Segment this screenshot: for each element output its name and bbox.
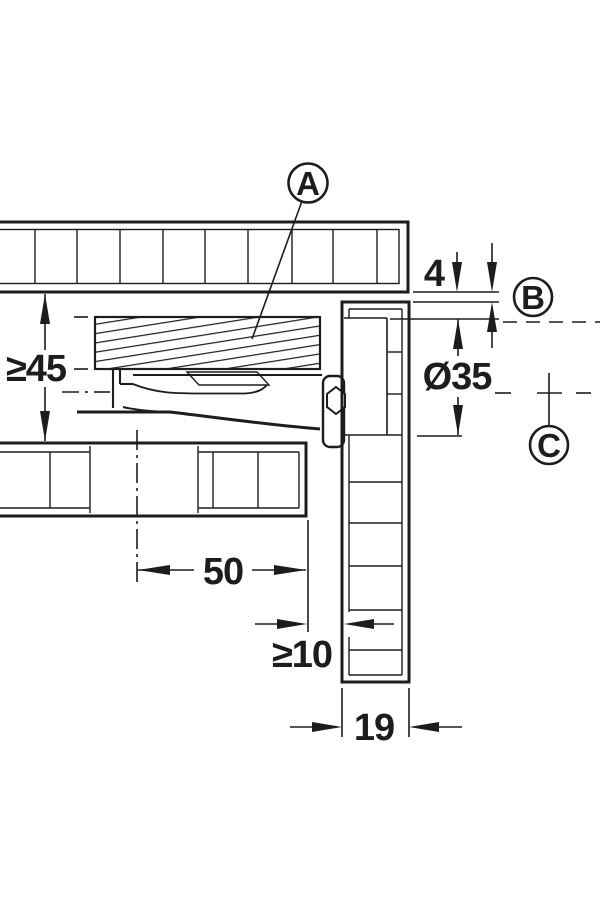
dim-cup-diameter: [390, 319, 499, 436]
top-panel: [0, 222, 408, 292]
hinge-assembly: [62, 368, 345, 447]
dim-top-gap-value: 4: [423, 253, 445, 295]
top-panel-core-lines: [35, 230, 377, 284]
dim-cup-diameter-value: Ø35: [422, 356, 492, 398]
bottom-panel: [0, 430, 306, 583]
cup-hole: [344, 318, 402, 435]
label-b-letter: B: [521, 279, 545, 316]
dim-door-thickness-value: 19: [353, 707, 395, 749]
bottom-panel-core-lines: [0, 446, 299, 513]
label-a-letter: A: [296, 165, 320, 202]
door-core-lines: [349, 309, 402, 675]
dim-mounting-distance: [138, 520, 308, 632]
wood-block: [74, 317, 320, 369]
dim-mounting-distance-value: 50: [202, 551, 244, 593]
dim-min-side-height: [6, 294, 67, 441]
label-b: [503, 278, 600, 322]
mounting-plate: [113, 368, 133, 408]
dim-door-thickness: [290, 688, 462, 749]
label-a: [252, 164, 328, 340]
dim-min-side-height-value: ≥45: [5, 348, 67, 390]
label-c: [495, 373, 591, 464]
dim-min-clearance: [255, 619, 394, 676]
dim-min-clearance-value: ≥10: [271, 634, 333, 676]
label-c-letter: C: [537, 427, 561, 464]
